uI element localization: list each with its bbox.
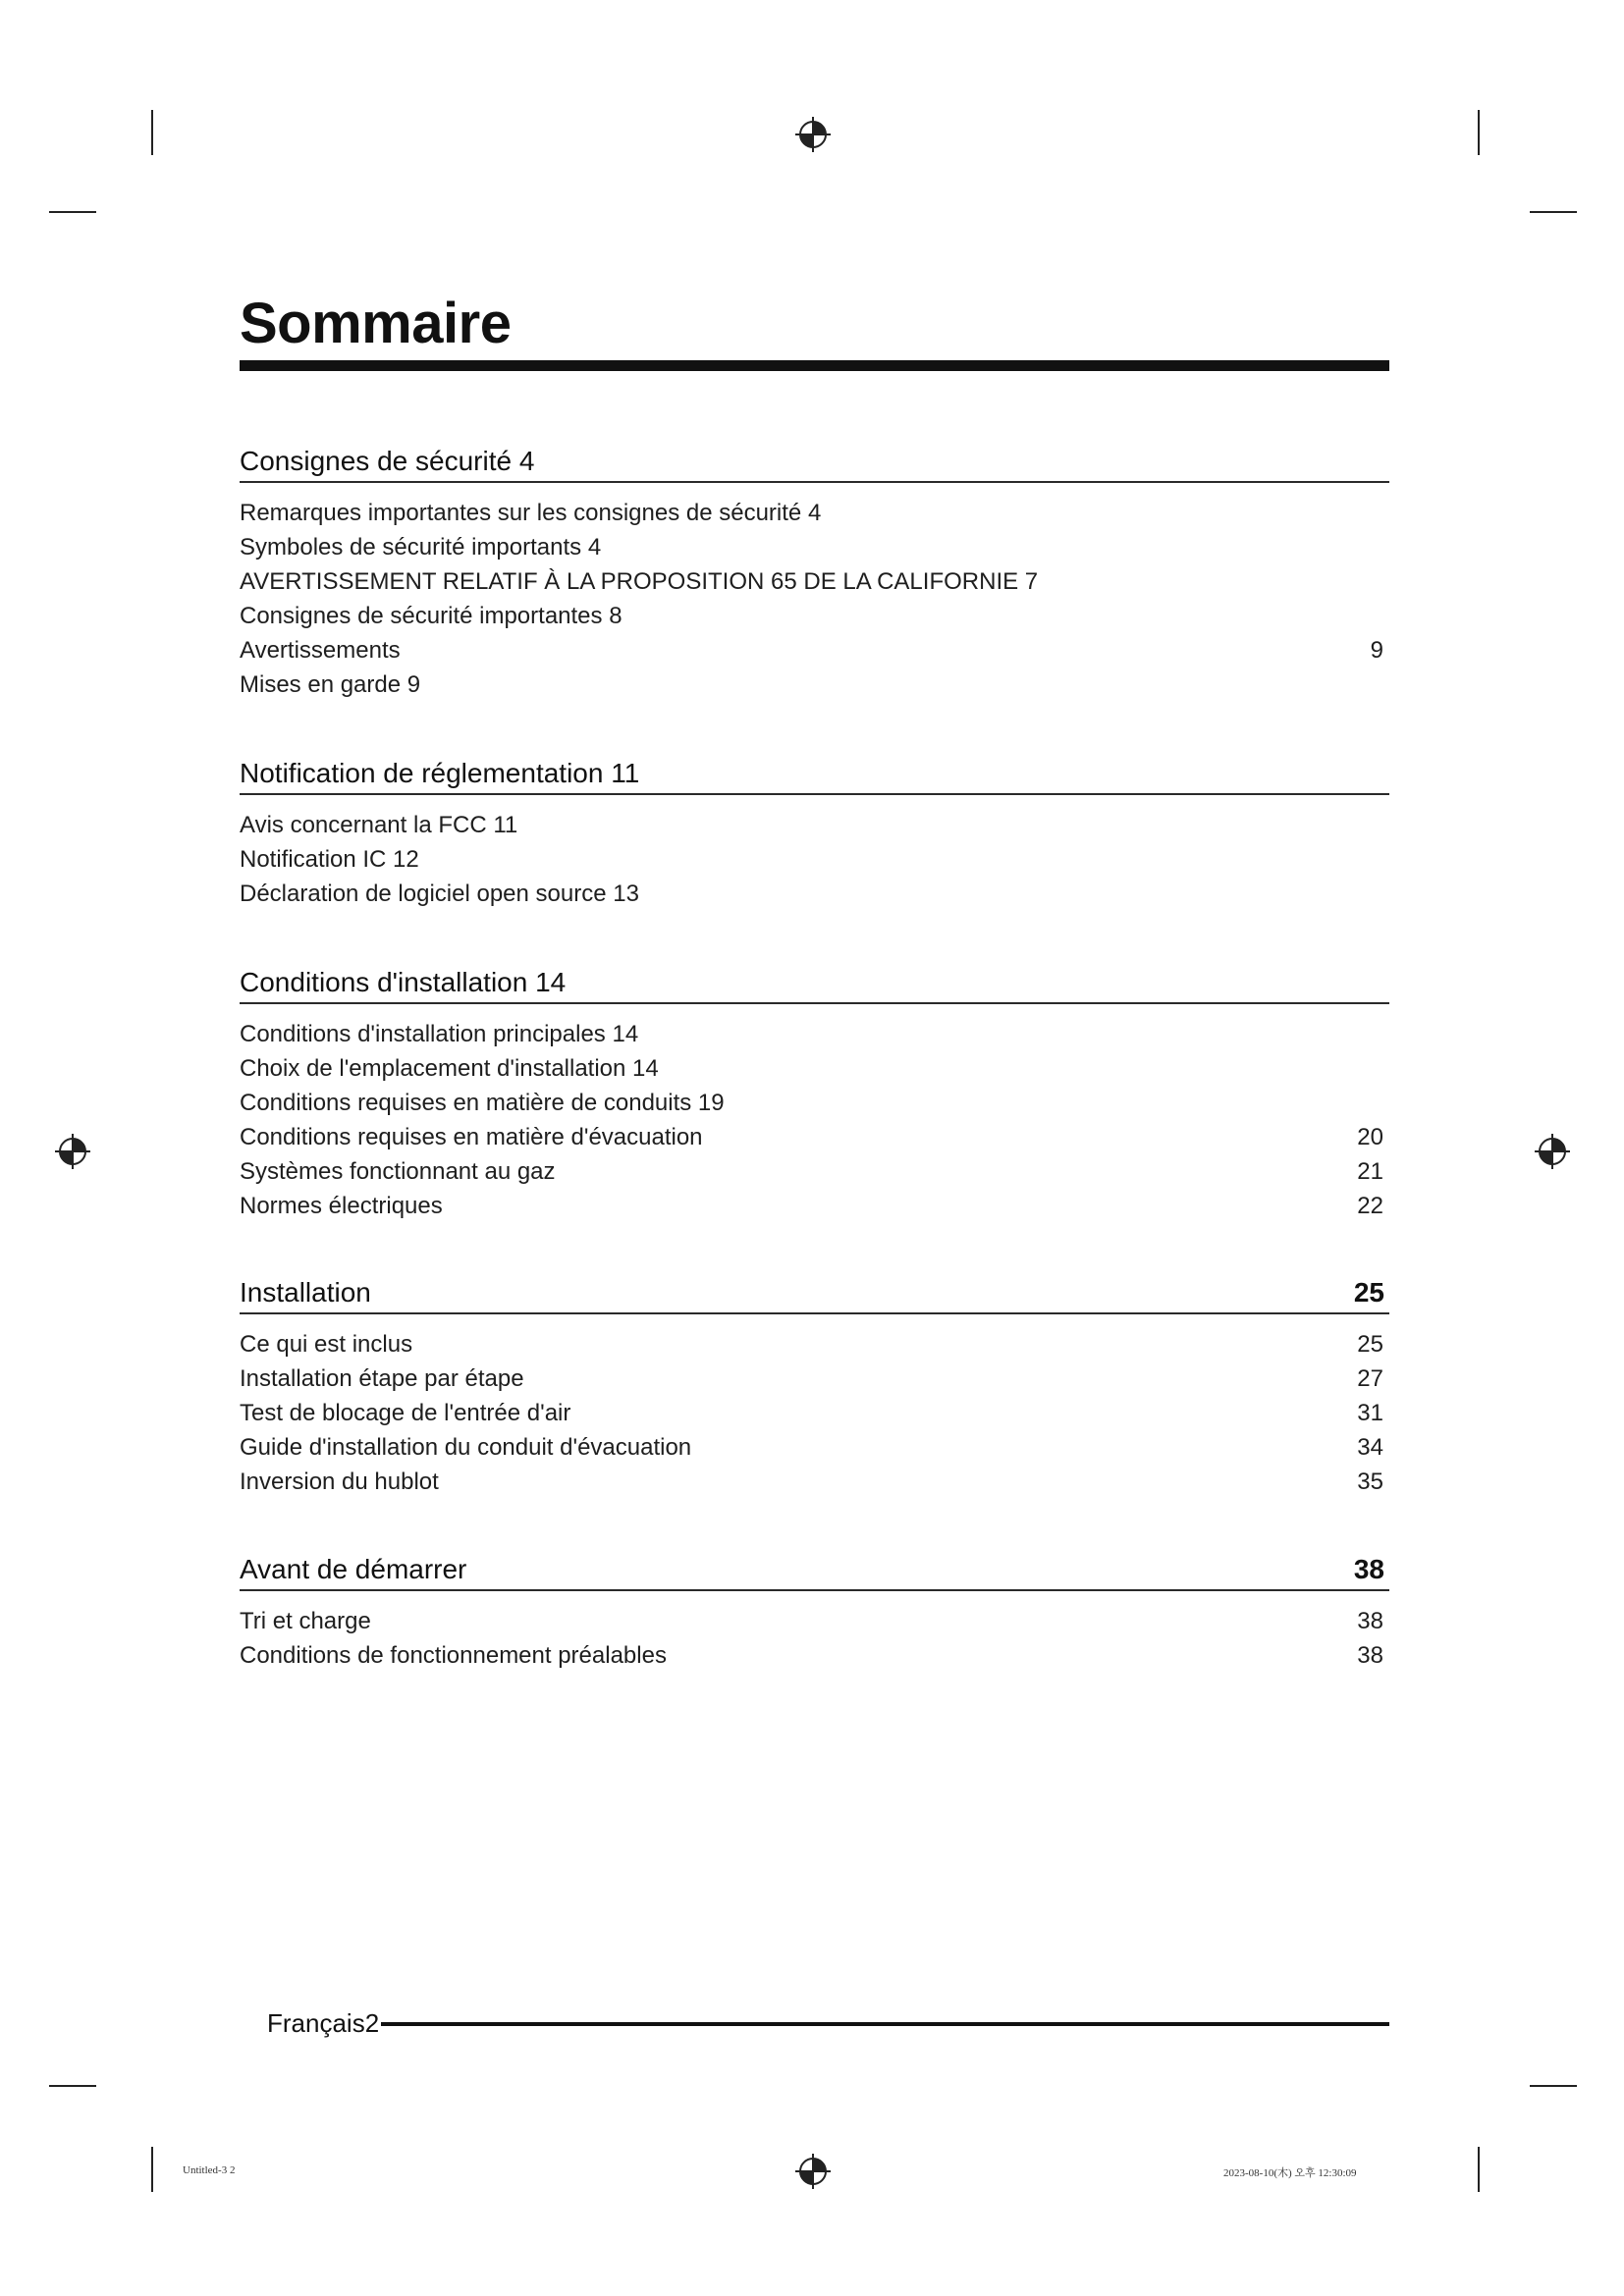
toc-entry[interactable] <box>240 496 1389 530</box>
toc-entry-label: Notification IC 12 <box>240 846 419 873</box>
toc-entry[interactable] <box>240 1362 1389 1396</box>
toc-section-installation <box>240 1273 1389 1499</box>
toc-entry-label: Remarques importantes sur les consignes de sécurité 4 <box>240 500 822 526</box>
toc-entry-label: Systèmes fonctionnant au gaz <box>240 1158 556 1185</box>
toc-entry[interactable] <box>240 808 1389 842</box>
crop-mark <box>151 110 153 155</box>
crop-mark <box>1530 211 1577 213</box>
footer-rule <box>381 2022 1389 2026</box>
toc-entry-label: Avertissements <box>240 637 401 664</box>
crop-mark <box>1530 2085 1577 2087</box>
toc-entry-label: Normes électriques <box>240 1193 443 1219</box>
toc-entry-label: Ce qui est inclus <box>240 1331 413 1358</box>
toc-entry[interactable] <box>240 877 1389 911</box>
toc-entry[interactable] <box>240 1086 1389 1120</box>
toc-entry[interactable] <box>240 1189 1389 1223</box>
toc-entry-page: 34 <box>1357 1434 1383 1461</box>
toc-entry-label: Inversion du hublot <box>240 1468 439 1495</box>
section-header[interactable] <box>240 754 1389 795</box>
toc-entry[interactable] <box>240 1327 1389 1362</box>
section-title: Conditions d'installation 14 <box>240 967 567 997</box>
crop-mark <box>49 211 96 213</box>
toc-entry-label: Tri et charge <box>240 1608 371 1634</box>
section-header[interactable] <box>240 963 1389 1004</box>
footer-page-label: Français2 <box>267 2008 380 2038</box>
print-slug-left: Untitled-3 2 <box>183 2164 236 2176</box>
section-title: Avant de démarrer <box>240 1554 467 1584</box>
toc-entry-label: Avis concernant la FCC 11 <box>240 812 518 838</box>
toc-entry-page: 38 <box>1357 1608 1383 1634</box>
toc-entry[interactable] <box>240 599 1389 633</box>
toc-section-installation-requirements <box>240 963 1389 1223</box>
registration-target-icon <box>793 2152 833 2191</box>
registration-target-icon <box>1533 1132 1572 1171</box>
toc-entry-label: Choix de l'emplacement d'installation 14 <box>240 1055 659 1082</box>
section-title: Consignes de sécurité 4 <box>240 446 535 476</box>
section-title: Installation <box>240 1277 371 1308</box>
crop-mark <box>151 2147 153 2192</box>
toc-entry[interactable] <box>240 1120 1389 1154</box>
section-header[interactable] <box>240 1273 1389 1314</box>
toc-entry-label: Mises en garde 9 <box>240 671 421 698</box>
toc-section-before-starting <box>240 1550 1389 1673</box>
toc-entry-label: Consignes de sécurité importantes 8 <box>240 603 623 629</box>
toc-entry[interactable] <box>240 564 1389 599</box>
section-header[interactable] <box>240 442 1389 483</box>
toc-entry[interactable] <box>240 1638 1389 1673</box>
toc-entry[interactable] <box>240 633 1389 667</box>
toc-entry[interactable] <box>240 1430 1389 1465</box>
title-rule <box>240 360 1389 371</box>
toc-entry-page: 20 <box>1357 1124 1383 1150</box>
toc-entry[interactable] <box>240 1465 1389 1499</box>
toc-entry[interactable] <box>240 530 1389 564</box>
toc-entry[interactable] <box>240 1396 1389 1430</box>
toc-entry[interactable] <box>240 1604 1389 1638</box>
section-page-number: 25 <box>1353 1277 1384 1308</box>
page-title: Sommaire <box>240 292 512 355</box>
crop-mark <box>1478 2147 1480 2192</box>
toc-entry[interactable] <box>240 842 1389 877</box>
toc-entry-label: AVERTISSEMENT RELATIF À LA PROPOSITION 65 DE LA CALIFORNIE 7 <box>240 568 1039 595</box>
toc-entry-label: Guide d'installation du conduit d'évacuation <box>240 1434 692 1461</box>
toc-entry-page: 25 <box>1357 1331 1383 1358</box>
toc-entry[interactable] <box>240 1051 1389 1086</box>
toc-entry[interactable] <box>240 667 1389 702</box>
toc-entry-page: 27 <box>1357 1365 1383 1392</box>
registration-target-icon <box>793 115 833 154</box>
toc-entry[interactable] <box>240 1017 1389 1051</box>
toc-entry-label: Conditions de fonctionnement préalables <box>240 1642 667 1669</box>
toc-entry-page: 35 <box>1357 1468 1383 1495</box>
toc-entry-label: Symboles de sécurité importants 4 <box>240 534 602 561</box>
crop-mark <box>1478 110 1480 155</box>
toc-entry-label: Test de blocage de l'entrée d'air <box>240 1400 571 1426</box>
crop-mark <box>49 2085 96 2087</box>
toc-entry-label: Installation étape par étape <box>240 1365 524 1392</box>
section-header[interactable] <box>240 1550 1389 1591</box>
section-page-number: 38 <box>1353 1554 1384 1584</box>
toc-entry[interactable] <box>240 1154 1389 1189</box>
toc-entry-page: 21 <box>1357 1158 1383 1185</box>
print-slug-right: 2023-08-10(木) 오후 12:30:09 <box>1223 2167 1357 2179</box>
toc-entry-label: Déclaration de logiciel open source 13 <box>240 881 639 907</box>
toc-entry-page: 38 <box>1357 1642 1383 1669</box>
toc-entry-label: Conditions requises en matière d'évacuation <box>240 1124 703 1150</box>
toc-entry-label: Conditions d'installation principales 14 <box>240 1021 639 1047</box>
toc-section-safety <box>240 442 1389 702</box>
toc-entry-page: 22 <box>1357 1193 1383 1219</box>
registration-target-icon <box>53 1132 92 1171</box>
toc-entry-label: Conditions requises en matière de conduits 19 <box>240 1090 725 1116</box>
toc-entry-page: 9 <box>1370 637 1383 664</box>
toc-entry-page: 31 <box>1357 1400 1383 1426</box>
section-title: Notification de réglementation 11 <box>240 758 640 788</box>
toc-section-regulatory <box>240 754 1389 911</box>
